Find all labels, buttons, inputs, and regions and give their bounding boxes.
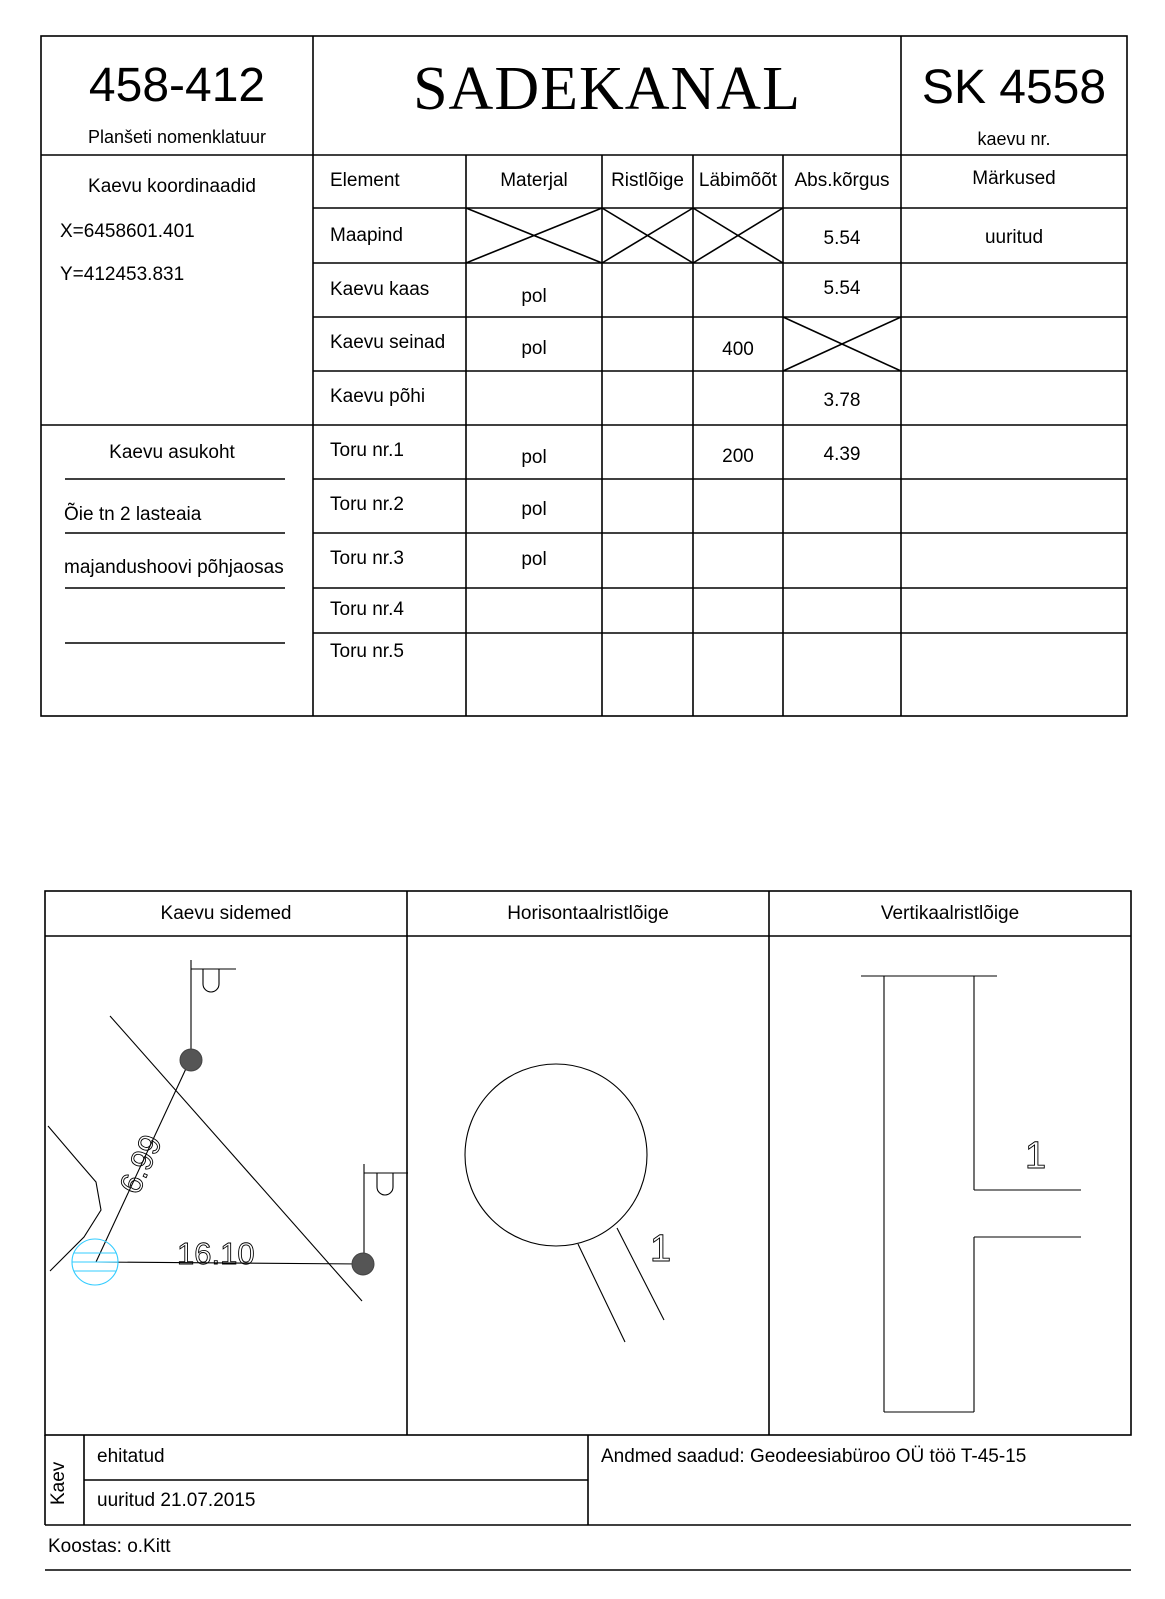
footer-surveyed: uuritud 21.07.2015 bbox=[97, 1490, 256, 1511]
row-materjal: pol bbox=[521, 338, 547, 359]
row-element: Maapind bbox=[330, 225, 403, 246]
footer-side-label: Kaev bbox=[48, 1461, 69, 1505]
coordinate-x: X=6458601.401 bbox=[60, 221, 195, 242]
header-abs-korgus: Abs.kõrgus bbox=[794, 170, 890, 191]
footer-built: ehitatud bbox=[97, 1446, 165, 1467]
pipe-1-label-horizontal: 1 bbox=[650, 1228, 672, 1270]
location-label: Kaevu asukoht bbox=[109, 442, 235, 463]
row-element: Toru nr.5 bbox=[330, 641, 404, 662]
row-element: Kaevu kaas bbox=[330, 279, 430, 300]
row-element: Kaevu põhi bbox=[330, 386, 426, 407]
well-number: SK 4558 bbox=[921, 61, 1107, 114]
nomenclature-label: Planšeti nomenklatuur bbox=[87, 127, 267, 147]
pipe-1-label-vertical: 1 bbox=[1025, 1135, 1047, 1177]
drawing-frame bbox=[45, 891, 1131, 1435]
coordinate-y: Y=412453.831 bbox=[60, 264, 185, 285]
horizontal-section-title: Horisontaalristlõige bbox=[507, 903, 669, 924]
row-materjal: pol bbox=[521, 499, 547, 520]
row-labimoot: 400 bbox=[722, 339, 754, 360]
dimension-6-99-label: 6.99 bbox=[112, 1129, 169, 1199]
header-labimoot: Läbimõõt bbox=[698, 170, 778, 191]
row-abs-korgus: 3.78 bbox=[823, 390, 861, 411]
row-materjal: pol bbox=[521, 286, 547, 307]
row-markused: uuritud bbox=[984, 227, 1044, 248]
well-symbol bbox=[72, 1239, 118, 1285]
row-element: Kaevu seinad bbox=[330, 332, 446, 353]
header-ristloige: Ristlõige bbox=[611, 170, 684, 191]
well-number-label: kaevu nr. bbox=[977, 129, 1051, 149]
location-line-1: Õie tn 2 lasteaia bbox=[64, 504, 202, 525]
nomenclature-number: 458-412 bbox=[88, 59, 266, 112]
row-abs-korgus: 4.39 bbox=[823, 444, 861, 465]
header-materjal: Materjal bbox=[500, 170, 568, 191]
row-abs-korgus: 5.54 bbox=[823, 278, 861, 299]
header-markused: Märkused bbox=[972, 168, 1056, 189]
horizontal-section-drawing bbox=[465, 1064, 664, 1342]
tie-point-east bbox=[352, 1253, 374, 1275]
sidemed-title: Kaevu sidemed bbox=[160, 903, 292, 924]
document-title: SADEKANAL bbox=[413, 55, 801, 123]
row-element: Toru nr.3 bbox=[330, 548, 404, 569]
dimension-16-10-label: 16.10 bbox=[177, 1236, 255, 1271]
footer-author: Koostas: o.Kitt bbox=[48, 1536, 171, 1557]
row-element: Toru nr.4 bbox=[330, 599, 404, 620]
header-element: Element bbox=[330, 170, 400, 191]
row-labimoot: 200 bbox=[722, 446, 754, 467]
vertical-section-drawing bbox=[861, 976, 1081, 1412]
footer-data-source: Andmed saadud: Geodeesiabüroo OÜ töö T-45-15 bbox=[601, 1446, 1027, 1467]
coordinates-label: Kaevu koordinaadid bbox=[88, 176, 256, 197]
location-line-2: majandushoovi põhjaosas bbox=[64, 557, 284, 578]
tie-point-north bbox=[180, 1049, 202, 1071]
row-element: Toru nr.1 bbox=[330, 440, 404, 461]
row-materjal: pol bbox=[521, 549, 547, 570]
row-materjal: pol bbox=[521, 447, 547, 468]
row-abs-korgus: 5.54 bbox=[823, 228, 861, 249]
row-element: Toru nr.2 bbox=[330, 494, 404, 515]
vertical-section-title: Vertikaalristlõige bbox=[880, 903, 1020, 924]
